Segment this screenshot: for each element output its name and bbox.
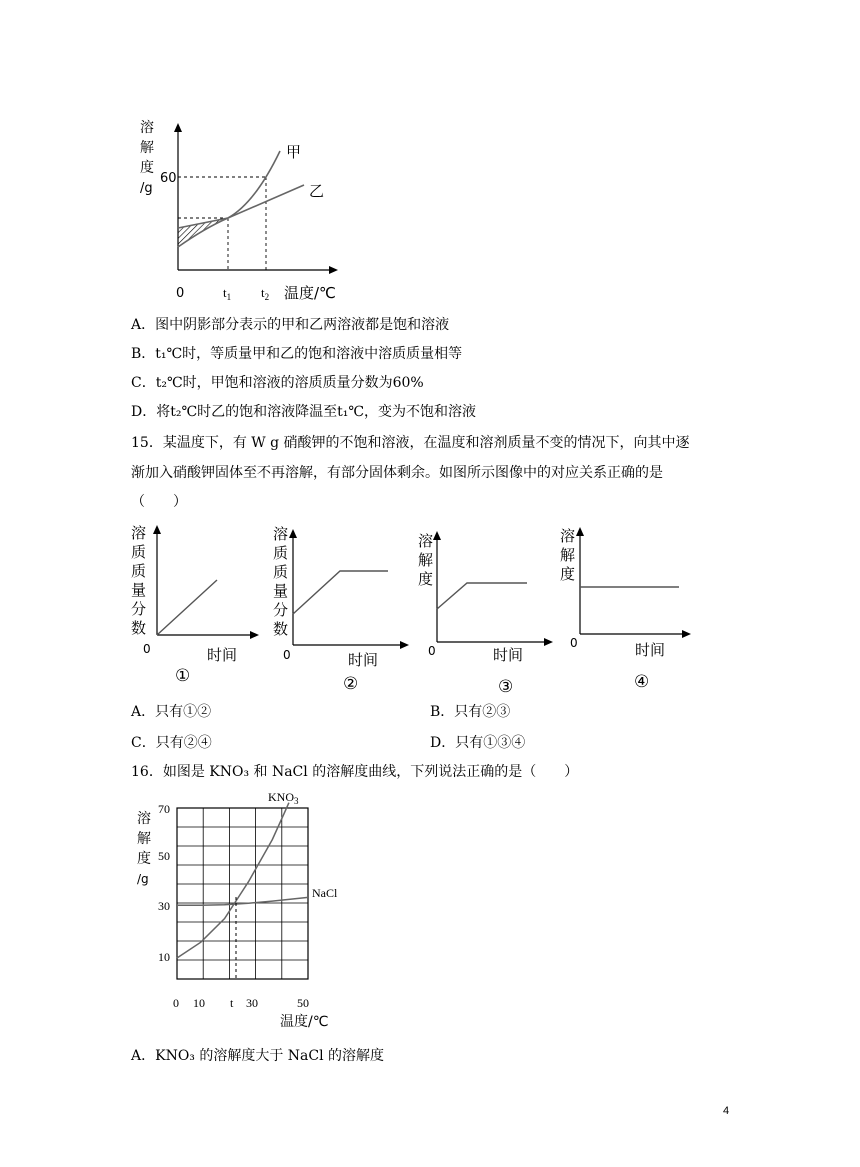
q15-g2-number: ② xyxy=(343,674,359,694)
q16-ylabel: /g xyxy=(137,872,149,886)
q15-option-b: B．只有②③ xyxy=(430,704,511,720)
q15-g1-ylabel: 溶 xyxy=(131,524,147,542)
q15-g3-origin: 0 xyxy=(428,644,436,658)
q16-plot-frame xyxy=(177,808,308,979)
q15-g2-ylabel: 量 xyxy=(273,582,289,600)
q15-option-d: D．只有①③④ xyxy=(430,735,526,751)
q14-origin: 0 xyxy=(176,286,185,301)
q14-option-a: A．图中阴影部分表示的甲和乙两溶液都是饱和溶液 xyxy=(131,317,450,333)
q15-g1-ylabel: 量 xyxy=(131,581,147,599)
q15-stem-line3: （ ） xyxy=(131,494,187,510)
q15-graph-3-line xyxy=(437,583,527,609)
q15-g3-xlabel: 时间 xyxy=(493,646,524,664)
q14-series-jia: 甲 xyxy=(286,143,302,161)
q15-stem-line1: 15．某温度下，有 W g 硝酸钾的不饱和溶液，在温度和溶剂质量不变的情况下，向其中逐 xyxy=(131,435,690,451)
q14-ylabel-3: 度 xyxy=(140,160,154,176)
q15-g4-ylabel: 度 xyxy=(560,565,576,583)
q16-ylabel: 度 xyxy=(137,851,151,867)
q15-g2-ylabel: 质 xyxy=(273,563,289,581)
q16-x-tick: 0 xyxy=(173,996,179,1010)
q16-series-kno3 xyxy=(177,803,289,958)
q15-graph-2-line xyxy=(293,571,388,614)
q16-ylabel: 溶 xyxy=(137,811,151,827)
q14-series-yi: 乙 xyxy=(309,182,325,200)
q15-g4-ylabel: 溶 xyxy=(560,527,576,545)
q16-series-label-kno3: $KNO_3$ xyxy=(268,790,299,806)
q15-graph-3 xyxy=(415,522,565,697)
q16-x-tick: 50 xyxy=(297,996,309,1010)
q15-g2-ylabel: 分 xyxy=(273,601,289,619)
q16-xlabel: 温度/℃ xyxy=(280,1014,329,1030)
q15-g2-ylabel: 数 xyxy=(273,620,289,638)
q14-xlabel: 温度/℃ xyxy=(284,284,336,302)
q15-stem-line2: 渐加入硝酸钾固体至不再溶解，有部分固体剩余。如图所示图像中的对应关系正确的是 xyxy=(131,465,663,481)
q16-stem: 16．如图是 KNO₃ 和 NaCl 的溶解度曲线，下列说法正确的是（ ） xyxy=(131,764,579,780)
q16-x-tick: t xyxy=(230,996,234,1010)
q15-g2-ylabel: 质 xyxy=(273,544,289,562)
q14-curve-yi xyxy=(178,185,304,228)
q15-g4-number: ④ xyxy=(634,672,650,690)
q15-option-a: A．只有①② xyxy=(131,704,212,720)
q15-g3-ylabel: 度 xyxy=(418,570,434,588)
q15-g2-ylabel: 溶 xyxy=(273,525,289,543)
q16-ylabel: 解 xyxy=(137,831,151,847)
q14-ylabel-4: /g xyxy=(140,181,153,196)
q15-g2-origin: 0 xyxy=(283,648,291,662)
q16-y-tick: 70 xyxy=(158,802,170,816)
q15-g3-ylabel: 溶 xyxy=(418,532,434,550)
q16-y-tick: 10 xyxy=(158,950,170,964)
q15-g3-number: ③ xyxy=(498,677,514,697)
q15-g1-xlabel: 时间 xyxy=(207,646,238,664)
q15-g4-xlabel: 时间 xyxy=(635,641,666,659)
q16-y-tick: 50 xyxy=(158,849,170,863)
q15-g1-ylabel: 质 xyxy=(131,543,147,561)
q16-y-tick: 30 xyxy=(158,899,170,913)
q16-x-tick: 10 xyxy=(193,996,205,1010)
q15-graph-1 xyxy=(125,520,265,690)
q14-option-b: B．t₁℃时，等质量甲和乙的饱和溶液中溶质质量相等 xyxy=(131,346,463,362)
q15-g1-ylabel: 分 xyxy=(131,600,147,618)
q16-x-tick: 30 xyxy=(246,996,258,1010)
q15-g4-ylabel: 解 xyxy=(560,546,576,564)
q16-series-nacl xyxy=(177,897,308,905)
q14-solubility-chart xyxy=(120,115,360,310)
q15-g3-ylabel: 解 xyxy=(418,551,434,569)
q15-g1-number: ① xyxy=(175,666,191,686)
q14-x-tick-t1: $t_1$ xyxy=(223,285,232,302)
q15-g1-ylabel: 质 xyxy=(131,562,147,580)
q14-x-tick-t2: $t_2$ xyxy=(261,285,270,302)
q14-y-tick-60: 60 xyxy=(160,171,177,186)
page-number: 4 xyxy=(723,1105,730,1117)
q15-g1-ylabel: 数 xyxy=(131,619,147,637)
q14-ylabel-2: 解 xyxy=(140,140,154,156)
q15-g2-xlabel: 时间 xyxy=(348,651,379,669)
q14-option-c: C．t₂℃时，甲饱和溶液的溶质质量分数为60% xyxy=(131,375,424,391)
q14-ylabel-1: 溶 xyxy=(140,120,154,136)
q15-option-c: C．只有②④ xyxy=(131,735,212,751)
q15-g1-origin: 0 xyxy=(143,642,151,656)
q15-graph-2 xyxy=(268,520,418,695)
q14-option-d: D．将t₂℃时乙的饱和溶液降温至t₁℃，变为不饱和溶液 xyxy=(131,404,477,420)
q15-g4-origin: 0 xyxy=(570,636,578,650)
q15-graph-1-line xyxy=(157,580,217,635)
q15-graph-4 xyxy=(555,520,705,690)
q16-option-a: A．KNO₃ 的溶解度大于 NaCl 的溶解度 xyxy=(131,1048,385,1064)
q16-solubility-chart xyxy=(125,785,365,1035)
q16-series-label-nacl: NaCl xyxy=(312,886,338,900)
